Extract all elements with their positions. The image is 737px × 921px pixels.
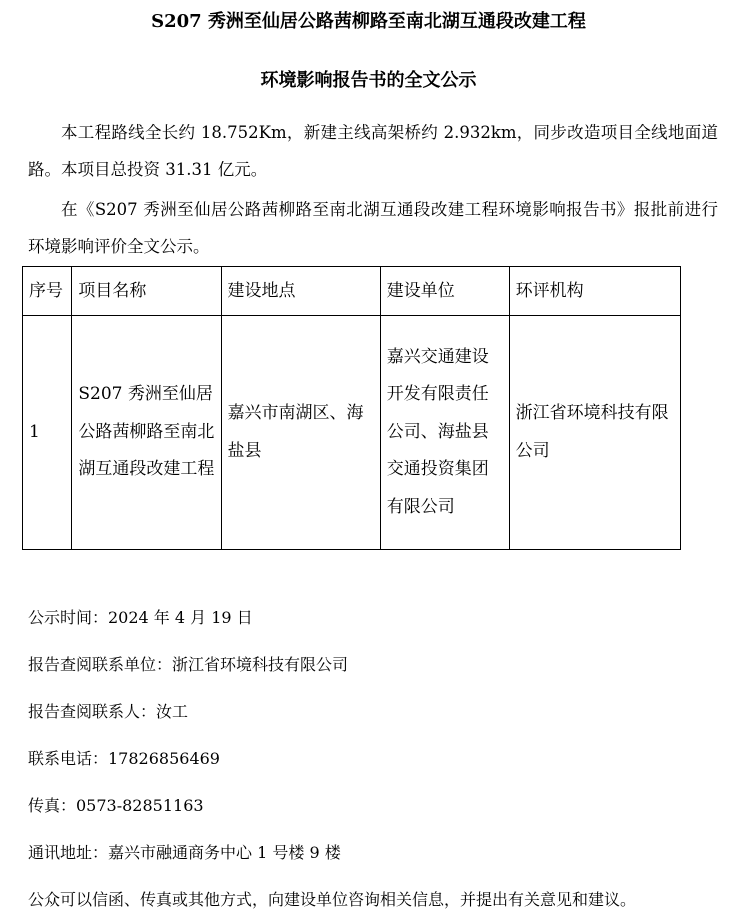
header-eia-agency: 环评机构 bbox=[509, 267, 680, 316]
document-title-line2: 环境影响报告书的全文公示 bbox=[260, 70, 477, 91]
header-project-name: 项目名称 bbox=[72, 267, 221, 316]
public-feedback-note: 公众可以信函、传真或其他方式，向建设单位咨询相关信息，并提出有关意见和建议。 bbox=[28, 890, 637, 909]
header-location: 建设地点 bbox=[221, 267, 380, 316]
cell-index: 1 bbox=[23, 316, 72, 550]
publish-date: 公示时间：2024 年 4 月 19 日 bbox=[28, 608, 253, 627]
publication-statement-paragraph: 在《S207 秀洲至仙居公路茜柳路至南北湖互通段改建工程环境影响报告书》报批前进行环境影响评价全文公示。 bbox=[28, 200, 718, 256]
project-summary-paragraph: 本工程路线全长约 18.752Km，新建主线高架桥约 2.932km，同步改造项目全线地面道路。本项目总投资 31.31 亿元。 bbox=[28, 123, 718, 179]
table-header-row bbox=[23, 267, 681, 316]
header-index: 序号 bbox=[23, 267, 72, 316]
cell-project-name: S207 秀洲至仙居公路茜柳路至南北湖互通段改建工程 bbox=[72, 316, 221, 550]
table-row bbox=[23, 316, 681, 550]
contact-unit: 报告查阅联系单位：浙江省环境科技有限公司 bbox=[28, 655, 349, 674]
contact-fax: 传真：0573-82851163 bbox=[28, 796, 204, 815]
project-info-table bbox=[22, 266, 681, 550]
header-construction-unit: 建设单位 bbox=[380, 267, 509, 316]
cell-eia-agency: 浙江省环境科技有限公司 bbox=[509, 316, 680, 550]
cell-construction-unit: 嘉兴交通建设开发有限责任公司、海盐县交通投资集团有限公司 bbox=[380, 316, 509, 550]
document-title-line1: S207 秀洲至仙居公路茜柳路至南北湖互通段改建工程 bbox=[151, 11, 586, 32]
contact-phone: 联系电话：17826856469 bbox=[28, 749, 220, 768]
contact-person: 报告查阅联系人：汝工 bbox=[28, 702, 189, 721]
contact-address: 通讯地址：嘉兴市融通商务中心 1 号楼 9 楼 bbox=[28, 843, 341, 862]
cell-location: 嘉兴市南湖区、海盐县 bbox=[221, 316, 380, 550]
